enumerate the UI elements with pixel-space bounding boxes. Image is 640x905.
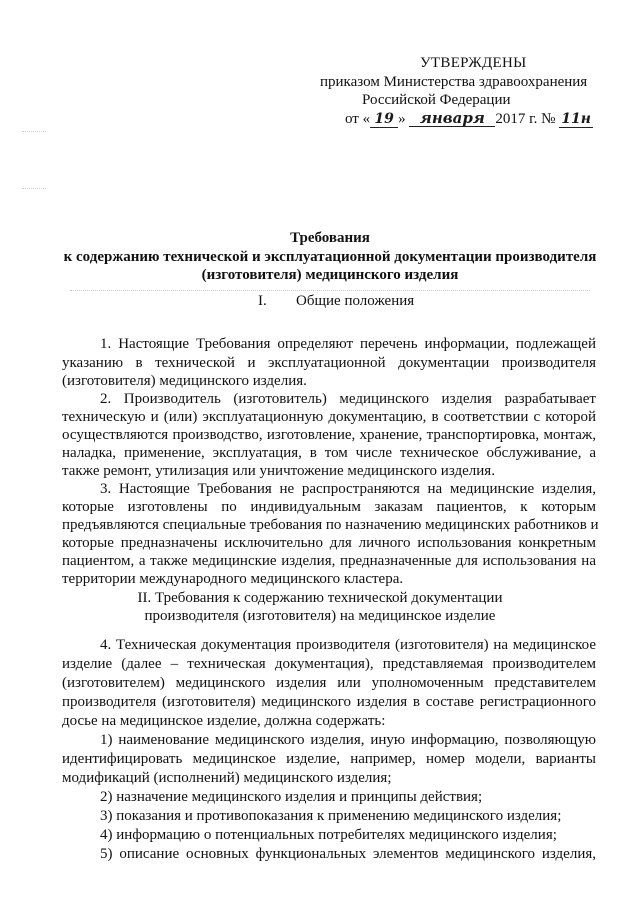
document-title-line-2: к содержанию технической и эксплуатационной документации производителя	[63, 249, 597, 265]
paragraph-4-line: 4. Техническая документация производителя (изготовителя) на медицинское	[100, 637, 596, 653]
date-prefix: от «	[345, 111, 371, 127]
paragraph-2-line: осуществляются производство, изготовление, хранение, транспортировка, монтаж,	[62, 427, 596, 443]
paragraph-2-line: техническую и (или) эксплуатационную документацию, в соответствии с которой	[62, 409, 596, 425]
document-title-line-3: (изготовителя) медицинского изделия	[201, 267, 459, 283]
list-item-5: 5) описание основных функциональных элементов медицинского изделия,	[100, 846, 596, 862]
paragraph-3-line: территории международного медицинского кластера.	[62, 571, 404, 587]
paragraph-3-line: предъявляются специальные требования по назначению медицинских работников и	[62, 517, 599, 533]
list-item-1-line: идентифицировать медицинское изделие, например, номер модели, варианты	[62, 751, 596, 767]
list-item-1-line: модификаций (исполнений) медицинского изделия;	[62, 770, 392, 786]
list-item-1-line: 1) наименование медицинского изделия, иную информацию, позволяющую	[100, 732, 596, 748]
date-year-number-label: 2017 г. №	[495, 111, 556, 127]
scan-mark	[22, 131, 46, 133]
section-2-heading: II. Требования к содержанию технической документации	[137, 590, 503, 606]
approved-by-order: приказом Министерства здравоохранения	[320, 74, 588, 90]
list-item-4: 4) информацию о потенциальных потребителях медицинского изделия;	[100, 827, 557, 843]
approval-date-line	[345, 110, 593, 129]
section-1-number: I.	[258, 293, 267, 309]
approved-country: Российской Федерации	[362, 92, 511, 108]
handwritten-day: 19	[370, 111, 398, 128]
approved-heading: УТВЕРЖДЕНЫ	[420, 55, 527, 71]
section-2-heading-line-2: производителя (изготовителя) на медицинское изделие	[144, 608, 496, 624]
paragraph-4-line: (изготовителем) медицинского изделия или уполномоченным представителем	[62, 675, 596, 691]
paragraph-4-line: производителя (изготовителя) медицинского изделия в составе регистрационного	[62, 694, 596, 710]
paragraph-3-line: которые предназначены исключительно для личного использования конкретным	[62, 535, 596, 551]
list-item-2: 2) назначение медицинского изделия и принципы действия;	[100, 789, 483, 805]
paragraph-1-line: указанию в технической и эксплуатационной документации производителя	[62, 355, 596, 371]
handwritten-month: января	[409, 110, 495, 127]
section-1-name: Общие положения	[296, 293, 415, 309]
paragraph-3-line: пациентом, а также медицинские изделия, предназначенные для использования на	[62, 553, 596, 569]
list-item-3: 3) показания и противопоказания к применению медицинского изделия;	[100, 808, 562, 824]
date-quote-close: »	[398, 111, 406, 127]
paragraph-2-line: 2. Производитель (изготовитель) медицинского изделия разрабатывает	[100, 391, 596, 407]
paragraph-3-line: которые изготовлены по индивидуальным заказам пациентов, к которым	[62, 499, 596, 515]
paragraph-1-line: 1. Настоящие Требования определяют перечень информации, подлежащей	[100, 336, 596, 352]
handwritten-order-number: 11н	[559, 111, 593, 128]
paragraph-2-line: наладка, применение, эксплуатация, в том числе техническое обслуживание, а	[62, 445, 596, 461]
paragraph-2-line: также ремонт, утилизация или уничтожение медицинского изделия.	[62, 463, 495, 479]
paragraph-4-line: изделие (далее – техническая документация), представляемая производителем	[62, 656, 596, 672]
paragraph-1-line: (изготовителя) медицинского изделия.	[62, 373, 307, 389]
paragraph-4-line: досье на медицинское изделие, должна содержать:	[62, 713, 386, 729]
paragraph-3-line: 3. Настоящие Требования не распространяются на медицинские изделия,	[100, 481, 596, 497]
scan-mark	[22, 188, 46, 190]
document-title: Требования	[290, 230, 370, 246]
